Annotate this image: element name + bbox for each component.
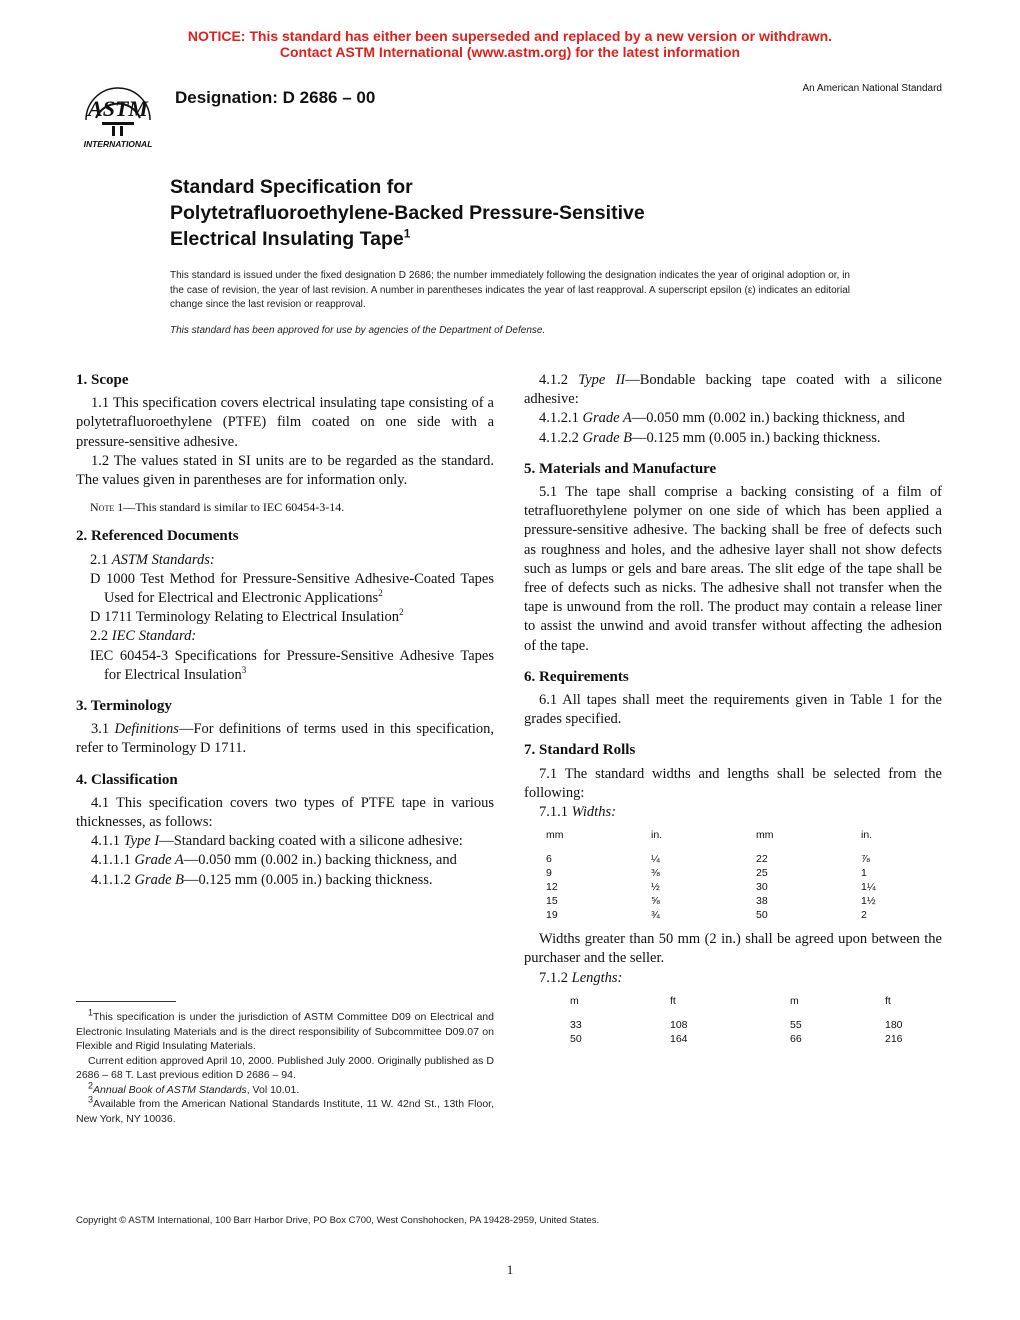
para-7-1-2: [524, 969, 942, 988]
para-2-1: [76, 551, 494, 570]
widths-cell: 30: [756, 881, 768, 894]
reference-iec-sup: 3: [241, 665, 247, 676]
footnote-2: [76, 1080, 494, 1098]
widths-header-cell: in.: [651, 829, 663, 842]
lengths-header-row: [570, 994, 925, 1008]
para-4-1-1-term: Type I: [123, 833, 160, 850]
footnote-2-mark: 2: [88, 1080, 94, 1090]
widths-cell: ¼: [651, 853, 660, 866]
footnote-1-mark: 1: [88, 1007, 94, 1018]
lengths-header-cell: m: [570, 994, 579, 1007]
widths-cell: 12: [546, 881, 558, 894]
widths-table: [546, 828, 921, 922]
notice-line-2: Contact ASTM International (www.astm.org) for the latest information: [279, 44, 741, 60]
para-6-1: 6.1 All tapes shall meet the requirements given in Table 1 for the grades specified.: [524, 692, 942, 728]
widths-header-cell: mm: [756, 829, 774, 842]
widths-row: [546, 880, 921, 894]
footnote-3-text: Available from the American National Standards Institute, 11 W. 42nd St., 13th Floor, New York, NY 10036.: [76, 1098, 494, 1125]
para-7-1-2-term: Lengths:: [571, 969, 623, 986]
lengths-cell: 66: [790, 1032, 802, 1045]
page-number: 1: [506, 1262, 514, 1277]
widths-cell: ¾: [651, 909, 660, 922]
widths-row: [546, 908, 921, 922]
reference-iec-text: IEC 60454-3 Specifications for Pressure-Sensitive Adhesive Tapes for Electrical Insulation: [90, 647, 494, 683]
lengths-header-cell: ft: [885, 994, 891, 1007]
para-4-1-1-2-num: 4.1.1.2: [91, 871, 135, 888]
para-3-1-num: 3.1: [91, 721, 115, 738]
footnote-2-title: Annual Book of ASTM Standards: [93, 1083, 247, 1096]
para-2-1-title: ASTM Standards:: [111, 551, 215, 568]
footnote-3: [76, 1094, 494, 1126]
widths-header-cell: mm: [546, 829, 564, 842]
note-label: Note: [90, 500, 115, 515]
lengths-cell: 55: [790, 1018, 802, 1031]
lengths-row: [570, 1032, 925, 1046]
para-4-1-2-1-term: Grade A: [582, 410, 632, 427]
footnote-1-text: This specification is under the jurisdiction of ASTM Committee D09 on Electrical and Electronic Insulating Materials and is the direct responsibility of Subcommittee D09.07 on Flexible and Rigid Insulating Materials.: [76, 1011, 494, 1052]
para-4-1-2-2-term: Grade B: [582, 429, 633, 446]
lengths-header-cell: m: [790, 994, 799, 1007]
reference-d1711-sup: 2: [399, 607, 404, 618]
lengths-spacer-row: [570, 1008, 925, 1018]
section-6-heading: 6. Requirements: [524, 668, 629, 685]
reference-d1000-sup: 2: [378, 588, 383, 599]
para-4-1-1-1-num: 4.1.1.1: [91, 852, 135, 869]
para-1-2: 1.2 The values stated in SI units are to be regarded as the standard. The values given in parentheses are for information only.: [76, 452, 494, 489]
para-7-1-1-term: Widths:: [571, 804, 616, 821]
notice-line-1: NOTICE: This standard has either been superseded and replaced by a new version or withdrawn.: [187, 28, 833, 44]
para-4-1-2-term: Type II: [578, 372, 626, 388]
lengths-table: [570, 994, 925, 1046]
lengths-header-cell: ft: [670, 994, 676, 1007]
title-line-2: Polytetrafluoroethylene-Backed Pressure-Sensitive: [170, 202, 645, 224]
widths-spacer-row: [546, 842, 921, 852]
widths-cell: ⅝: [651, 895, 660, 908]
reference-d1711-text: D 1711 Terminology Relating to Electrical Insulation: [90, 609, 400, 626]
widths-cell: 22: [756, 853, 768, 866]
para-7-1-2-num: 7.1.2: [539, 969, 572, 986]
widths-cell: 15: [546, 895, 558, 908]
section-1-heading: 1. Scope: [76, 372, 129, 388]
reference-d1000: [76, 570, 494, 608]
widths-cell: ½: [651, 881, 660, 894]
defense-approval: This standard has been approved for use by agencies of the Department of Defense.: [170, 325, 546, 336]
para-4-1-2-2-text: —0.125 mm (0.005 in.) backing thickness.: [632, 429, 881, 446]
astm-logo: [76, 76, 160, 150]
lengths-cell: 50: [570, 1032, 582, 1045]
widths-row: [546, 894, 921, 908]
para-4-1-2-1: [524, 409, 942, 428]
para-3-1-text: —For definitions of terms used in this specification, refer to Terminology D 1711.: [76, 721, 495, 757]
lengths-cell: 33: [570, 1018, 582, 1031]
widths-cell: 19: [546, 909, 558, 922]
note-1: [90, 498, 494, 517]
logo-subtext: INTERNATIONAL: [83, 139, 153, 149]
section-4-heading: 4. Classification: [76, 771, 178, 788]
para-4-1-1-num: 4.1.1: [91, 833, 124, 850]
left-column: [76, 371, 494, 890]
lengths-cell: 216: [885, 1032, 903, 1045]
para-3-1: [76, 720, 494, 758]
para-4-1-1-2-text: —0.125 mm (0.005 in.) backing thickness.: [184, 871, 433, 888]
widths-row: [546, 866, 921, 880]
lengths-cell: 164: [670, 1032, 688, 1045]
para-4-1-1-1-text: —0.050 mm (0.002 in.) backing thickness, and: [183, 852, 457, 869]
footnote-1-edition: Current edition approved April 10, 2000. Published July 2000. Originally published as D 2686 – 68 T. Last previous edition D 2686 – 94.: [76, 1054, 494, 1081]
american-national-standard: An American National Standard: [802, 83, 942, 94]
note-text: 1—This standard is similar to IEC 60454-3-14.: [114, 500, 345, 515]
widths-cell: 2: [861, 909, 867, 922]
widths-cell: 38: [756, 895, 768, 908]
designation: Designation: D 2686 – 00: [175, 88, 376, 107]
widths-header-row: [546, 828, 921, 842]
lengths-cell: 108: [670, 1018, 688, 1031]
para-4-1-2-num: 4.1.2: [539, 372, 579, 388]
footnotes: [76, 1007, 494, 1126]
para-2-2-title: IEC Standard:: [111, 628, 197, 645]
para-4-1-2-1-num: 4.1.2.1: [539, 410, 583, 427]
reference-d1711: [76, 608, 494, 627]
widths-cell: 1½: [861, 895, 876, 908]
footnote-2-text: , Vol 10.01.: [246, 1083, 300, 1096]
para-4-1-2-text: —Bondable backing tape coated with a silicone adhesive:: [524, 372, 942, 408]
preamble: This standard is issued under the fixed designation D 2686; the number immediately following the designation indicates the year of original adoption or, in the case of revision, the year of last revision. A number in parentheses indicates the year of last reapproval. A superscript epsilon (ε) indicates an editorial change since the last revision or reapproval.: [170, 270, 850, 310]
para-4-1-2-2: [524, 429, 942, 448]
widths-cell: ⅜: [651, 867, 660, 880]
reference-iec: [76, 647, 494, 685]
widths-cell: 1: [861, 867, 867, 880]
para-4-1-2: [524, 371, 942, 409]
para-4-1-1-text: —Standard backing coated with a silicone adhesive:: [159, 833, 463, 850]
widths-cell: 6: [546, 853, 552, 866]
section-7-heading: 7. Standard Rolls: [524, 742, 636, 759]
para-4-1-2-2-num: 4.1.2.2: [539, 429, 583, 446]
widths-cell: 1¼: [861, 881, 876, 894]
lengths-row: [570, 1018, 925, 1032]
para-4-1-1: [76, 832, 494, 851]
para-2-2: [76, 627, 494, 646]
para-7-1-1-num: 7.1.1: [539, 804, 572, 821]
logo-text: ASTM: [88, 96, 148, 121]
widths-note: Widths greater than 50 mm (2 in.) shall be agreed upon between the purchaser and the seller.: [524, 931, 942, 967]
reference-d1000-text: D 1000 Test Method for Pressure-Sensitive Adhesive-Coated Tapes Used for Electrical and Electronic Applications: [90, 570, 494, 607]
right-column: [524, 371, 942, 1054]
para-4-1-1-1: [76, 851, 494, 870]
para-2-2-num: 2.2: [90, 628, 112, 645]
para-5-1: 5.1 The tape shall comprise a backing consisting of a film of tetrafluorethylene polymer on one side of which has been applied a pressure-sensitive adhesive. The backing shall be free of defects such as roughness and holes, and the adhesive layer shall not show defects such as lumps or gels and bare areas. The slit edge of the tape shall be free of defects such as nicks. The adhesive shall not transfer when the tape is unwound from the roll. The product may contain a release liner to assist the unwind and avoid transfer without affecting the adhesion of the tape.: [524, 484, 942, 654]
widths-cell: 50: [756, 909, 768, 922]
title-line-1: Standard Specification for: [170, 176, 413, 198]
document-title: [170, 174, 870, 252]
copyright: Copyright © ASTM International, 100 Barr Harbor Drive, PO Box C700, West Conshohocken, PA 19428-2959, United States.: [76, 1215, 600, 1226]
title-footnote-mark: 1: [403, 226, 411, 241]
footnote-3-mark: 3: [88, 1094, 94, 1105]
widths-header-cell: in.: [861, 829, 873, 842]
footnote-1: [76, 1007, 494, 1054]
title-line-3: Electrical Insulating Tape: [170, 228, 404, 250]
para-7-1: 7.1 The standard widths and lengths shall be selected from the following:: [524, 765, 942, 801]
widths-row: [546, 852, 921, 866]
para-4-1-1-1-term: Grade A: [134, 852, 184, 869]
widths-cell: ⅞: [861, 853, 870, 866]
para-1-1: 1.1 This specification covers electrical insulating tape consisting of a polytetrafluoroethylene (PTFE) film coated on one side with a pressure-sensitive adhesive.: [76, 395, 494, 450]
para-4-1-2-1-text: —0.050 mm (0.002 in.) backing thickness, and: [631, 410, 905, 427]
para-4-1-1-2: [76, 871, 494, 890]
footnote-rule: [76, 1001, 176, 1002]
section-5-heading: 5. Materials and Manufacture: [524, 460, 717, 477]
para-4-1: 4.1 This specification covers two types of PTFE tape in various thicknesses, as follows:: [76, 794, 494, 831]
widths-cell: 9: [546, 867, 552, 880]
section-2-heading: 2. Referenced Documents: [76, 528, 239, 545]
para-3-1-term: Definitions: [114, 721, 179, 738]
widths-cell: 25: [756, 867, 768, 880]
para-7-1-1: [524, 803, 942, 822]
para-2-1-num: 2.1: [90, 551, 112, 568]
lengths-cell: 180: [885, 1018, 903, 1031]
para-4-1-1-2-term: Grade B: [134, 871, 185, 888]
section-3-heading: 3. Terminology: [76, 698, 172, 715]
